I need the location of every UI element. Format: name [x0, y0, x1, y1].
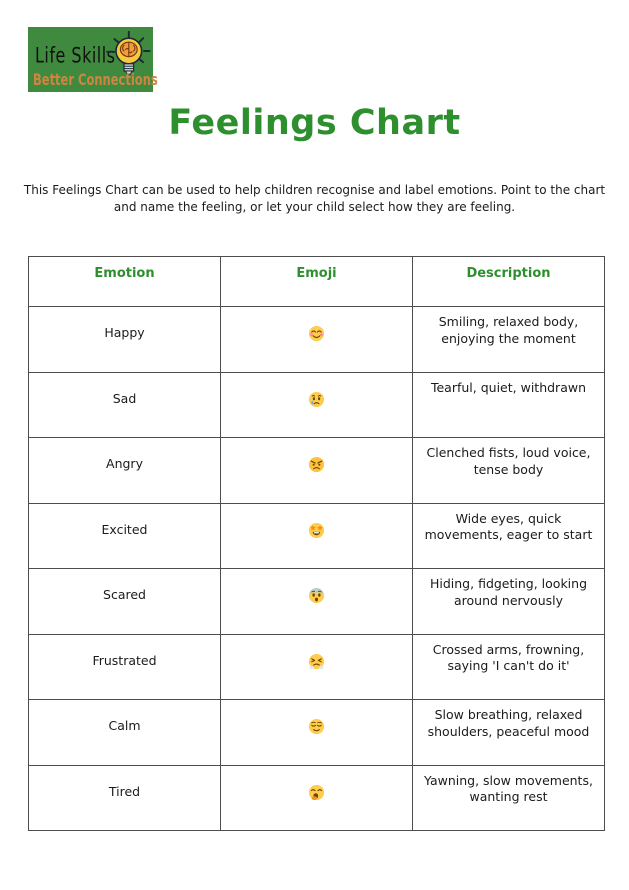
emotion-cell [29, 307, 221, 373]
header-row [29, 257, 605, 307]
emotion-cell [29, 438, 221, 504]
table-row [29, 372, 605, 438]
emotion-label: Excited [101, 521, 148, 537]
description-text: Slow breathing, relaxed shoulders, peaceful mood [427, 707, 590, 739]
table-header [29, 257, 605, 307]
description-cell [413, 503, 605, 569]
logo-title: Life Skills [35, 42, 116, 68]
emoji-cell [221, 438, 413, 504]
emoji-cell [221, 700, 413, 766]
emotion-label: Angry [106, 456, 143, 471]
table-row [29, 503, 605, 569]
description-cell [413, 372, 605, 438]
logo [28, 27, 158, 92]
happy-emoji-icon [308, 325, 325, 342]
description-text: Smiling, relaxed body, enjoying the moment [438, 314, 579, 346]
description-cell [413, 765, 605, 831]
column-header-emoji: Emoji [221, 257, 413, 307]
description-text: Crossed arms, frowning, saying 'I can't do it' [432, 641, 585, 674]
frustrated-emoji-icon [308, 653, 325, 670]
emotion-label: Calm [108, 718, 141, 733]
emotion-cell [29, 700, 221, 766]
emoji-cell [221, 634, 413, 700]
emoji-cell [221, 765, 413, 831]
emoji-cell [221, 372, 413, 438]
description-text: Tearful, quiet, withdrawn [430, 379, 586, 395]
sad-emoji-icon [308, 391, 325, 408]
calm-emoji-icon [308, 718, 325, 735]
emotion-label: Tired [108, 783, 141, 799]
emotion-cell [29, 503, 221, 569]
column-header-description: Description [413, 257, 605, 307]
page-title: Feelings Chart [168, 103, 461, 143]
emoji-cell [221, 307, 413, 373]
excited-emoji-icon [308, 522, 325, 539]
angry-emoji-icon [308, 456, 325, 473]
table-row [29, 307, 605, 373]
table-row [29, 569, 605, 635]
description-text: Wide eyes, quick movements, eager to start [424, 510, 593, 543]
emotion-label: Frustrated [92, 652, 157, 668]
scared-emoji-icon [308, 587, 325, 604]
emoji-cell [221, 569, 413, 635]
description-text: Yawning, slow movements, wanting rest [424, 772, 593, 805]
table-row [29, 634, 605, 700]
feelings-table [28, 256, 605, 831]
description-cell [413, 700, 605, 766]
emotion-label: Happy [104, 325, 145, 340]
table-row [29, 765, 605, 831]
description-cell [413, 438, 605, 504]
logo-subtitle: Better Connections [33, 69, 158, 89]
description-cell [413, 307, 605, 373]
intro-text: This Feelings Chart can be used to help children recognise and label emotions. Point to the chart and name the feeling, or let your child select how they are feeling. [23, 183, 606, 215]
emotion-cell [29, 372, 221, 438]
emotion-cell [29, 634, 221, 700]
emoji-cell [221, 503, 413, 569]
emotion-cell [29, 765, 221, 831]
emotion-label: Sad [112, 390, 137, 406]
description-cell [413, 634, 605, 700]
table-row [29, 700, 605, 766]
description-text: Hiding, fidgeting, looking around nervously [429, 576, 588, 608]
description-cell [413, 569, 605, 635]
emotion-cell [29, 569, 221, 635]
emotion-label: Scared [103, 587, 146, 602]
column-header-emotion: Emotion [29, 257, 221, 307]
tired-emoji-icon [308, 784, 325, 801]
table-row [29, 438, 605, 504]
description-text: Clenched fists, loud voice, tense body [426, 445, 591, 477]
